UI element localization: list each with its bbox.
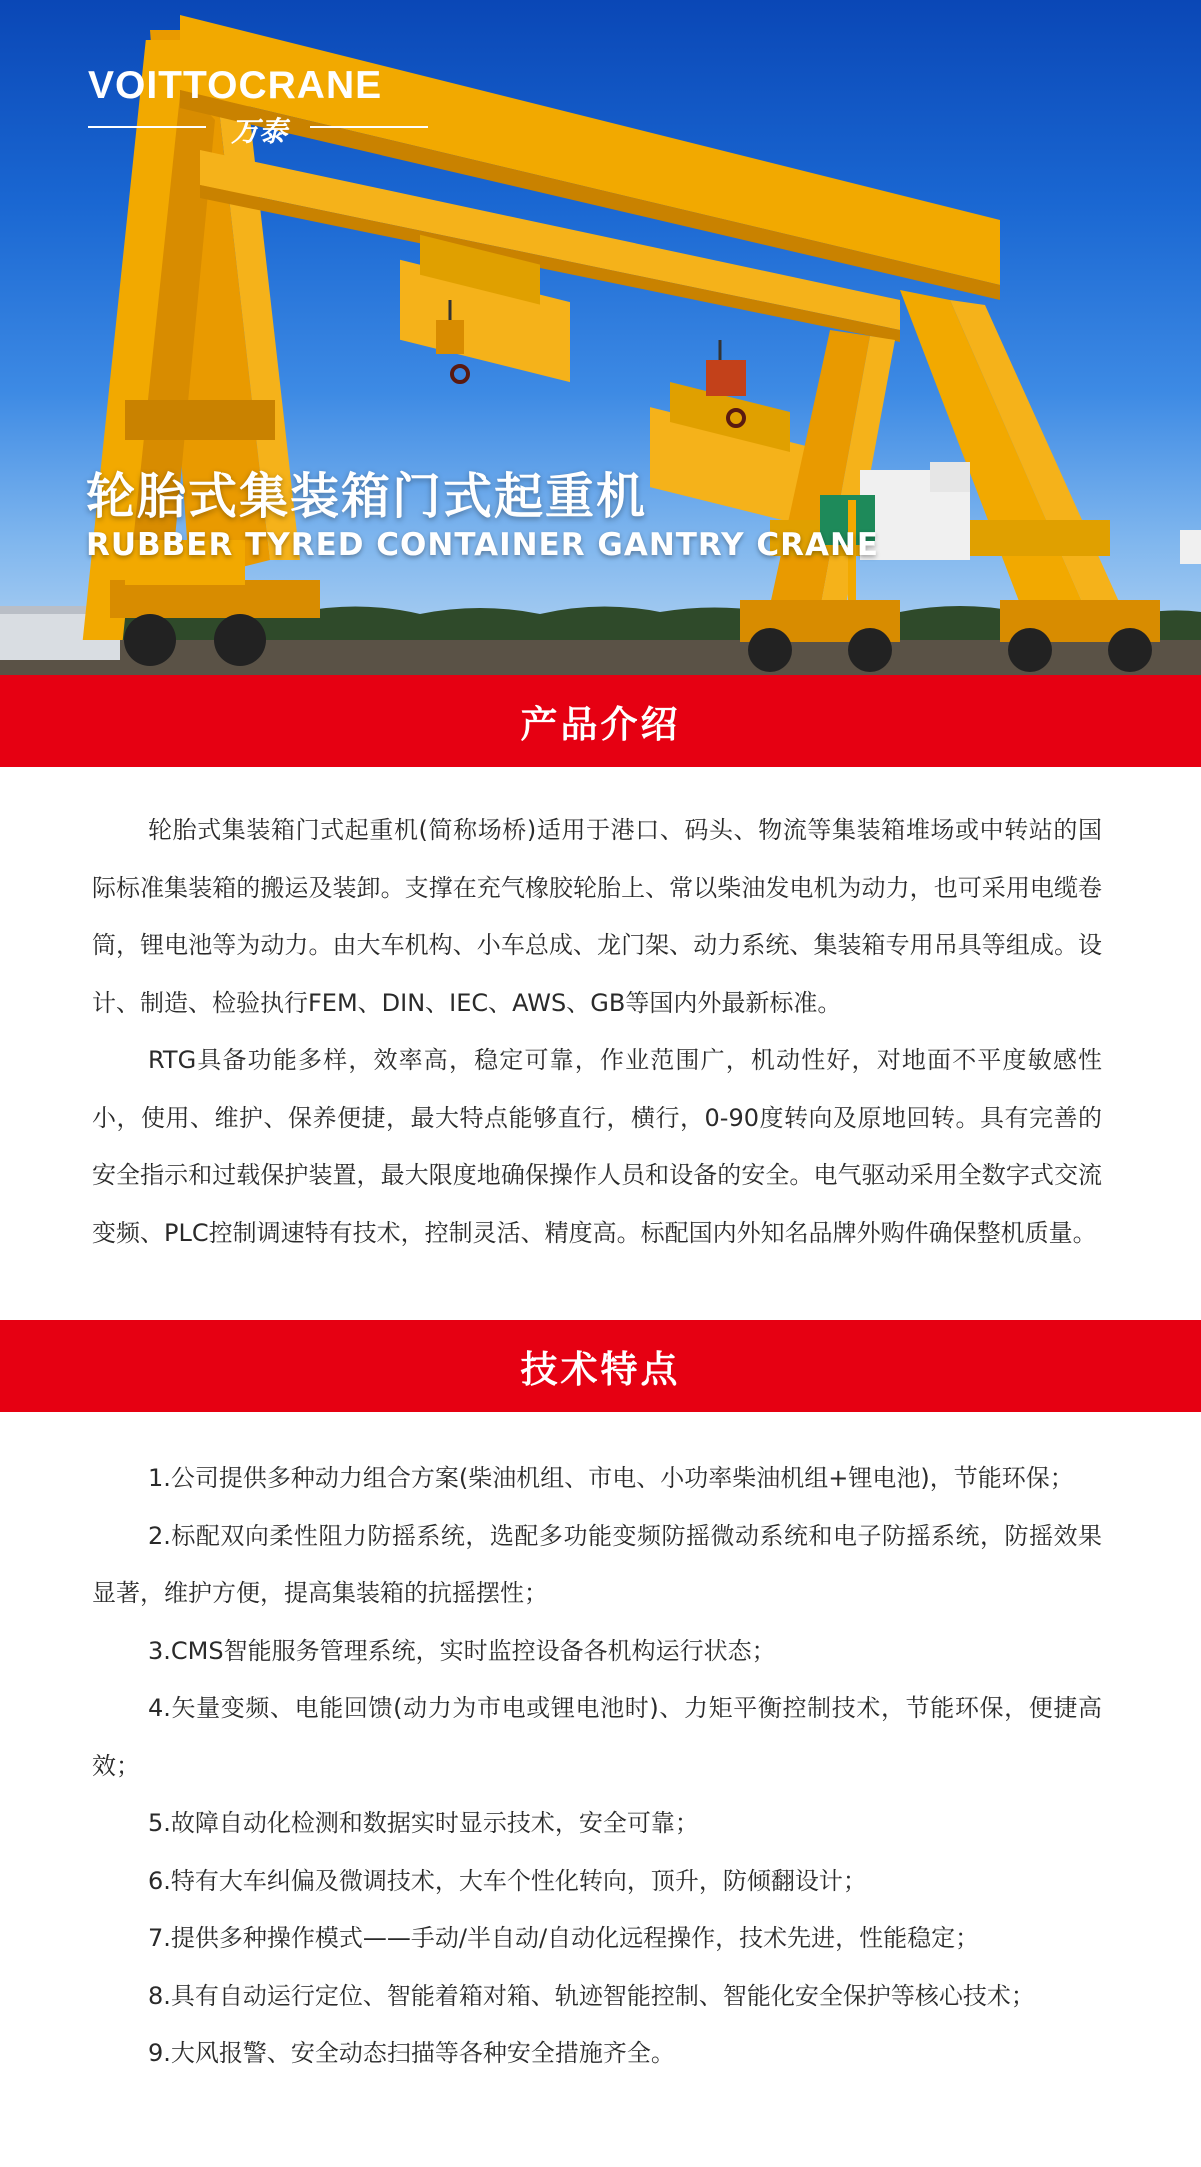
intro-paragraph: RTG具备功能多样，效率高，稳定可靠，作业范围广，机动性好，对地面不平度敏感性小，使用、维护、保养便捷，最大特点能够直行，横行，0-90度转向及原地回转。具有完善的安全指示和过载保护装置，最大限度地确保操作人员和设备的安全。电气驱动采用全数字式交流变频、PLC控制调速特有技术，控制灵活、精度高。标配国内外知名品牌外购件确保整机质量。 [92, 1046, 1102, 1247]
logo-chinese-name: 万泰 [230, 115, 287, 148]
hero-subtitle: RUBBER TYRED CONTAINER GANTRY CRANE [86, 527, 880, 563]
logo-wordmark: VOITTOCRANE [88, 64, 383, 107]
section-banner-features [0, 1320, 1201, 1412]
feature-item: 1.公司提供多种动力组合方案(柴油机组、市电、小功率柴油机组+锂电池)，节能环保； [148, 1464, 1074, 1492]
hero-title: 轮胎式集装箱门式起重机 [86, 468, 648, 525]
section-banner-intro [0, 675, 1201, 767]
intro-text [92, 802, 1102, 1262]
section-title-features: 技术特点 [520, 1348, 681, 1391]
feature-item: 8.具有自动运行定位、智能着箱对箱、轨迹智能控制、智能化安全保护等核心技术； [148, 1981, 1035, 2010]
feature-item: 2.标配双向柔性阻力防摇系统，选配多功能变频防摇微动系统和电子防摇系统，防摇效果显著，维护方便，提高集装箱的抗摇摆性； [92, 1521, 1102, 1607]
feature-item: 9.大风报警、安全动态扫描等各种安全措施齐全。 [148, 2039, 675, 2067]
feature-item: 7.提供多种操作模式——手动/半自动/自动化远程操作，技术先进，性能稳定； [148, 1924, 980, 1952]
feature-item: 4.矢量变频、电能回馈(动力为市电或锂电池时)、力矩平衡控制技术，节能环保，便捷高效； [92, 1694, 1102, 1780]
section-title-intro: 产品介绍 [520, 703, 681, 746]
feature-item: 6.特有大车纠偏及微调技术，大车个性化转向，顶升，防倾翻设计； [148, 1866, 867, 1895]
intro-paragraph: 轮胎式集装箱门式起重机(简称场桥)适用于港口、码头、物流等集装箱堆场或中转站的国际标准集装箱的搬运及装卸。支撑在充气橡胶轮胎上、常以柴油发电机为动力，也可采用电缆卷筒，锂电池等为动力。由大车机构、小车总成、龙门架、动力系统、集装箱专用吊具等组成。设计、制造、检验执行FEM、DIN、IEC、AWS、GB等国内外最新标准。 [92, 816, 1102, 1017]
logo-divider-right [310, 126, 428, 128]
features-list [92, 1450, 1102, 2083]
hero-banner [0, 0, 1201, 675]
brand-logo [88, 64, 428, 148]
logo-divider-left [88, 126, 206, 128]
feature-item: 3.CMS智能服务管理系统，实时监控设备各机构运行状态； [148, 1636, 776, 1665]
feature-item: 5.故障自动化检测和数据实时显示技术，安全可靠； [148, 1809, 699, 1837]
